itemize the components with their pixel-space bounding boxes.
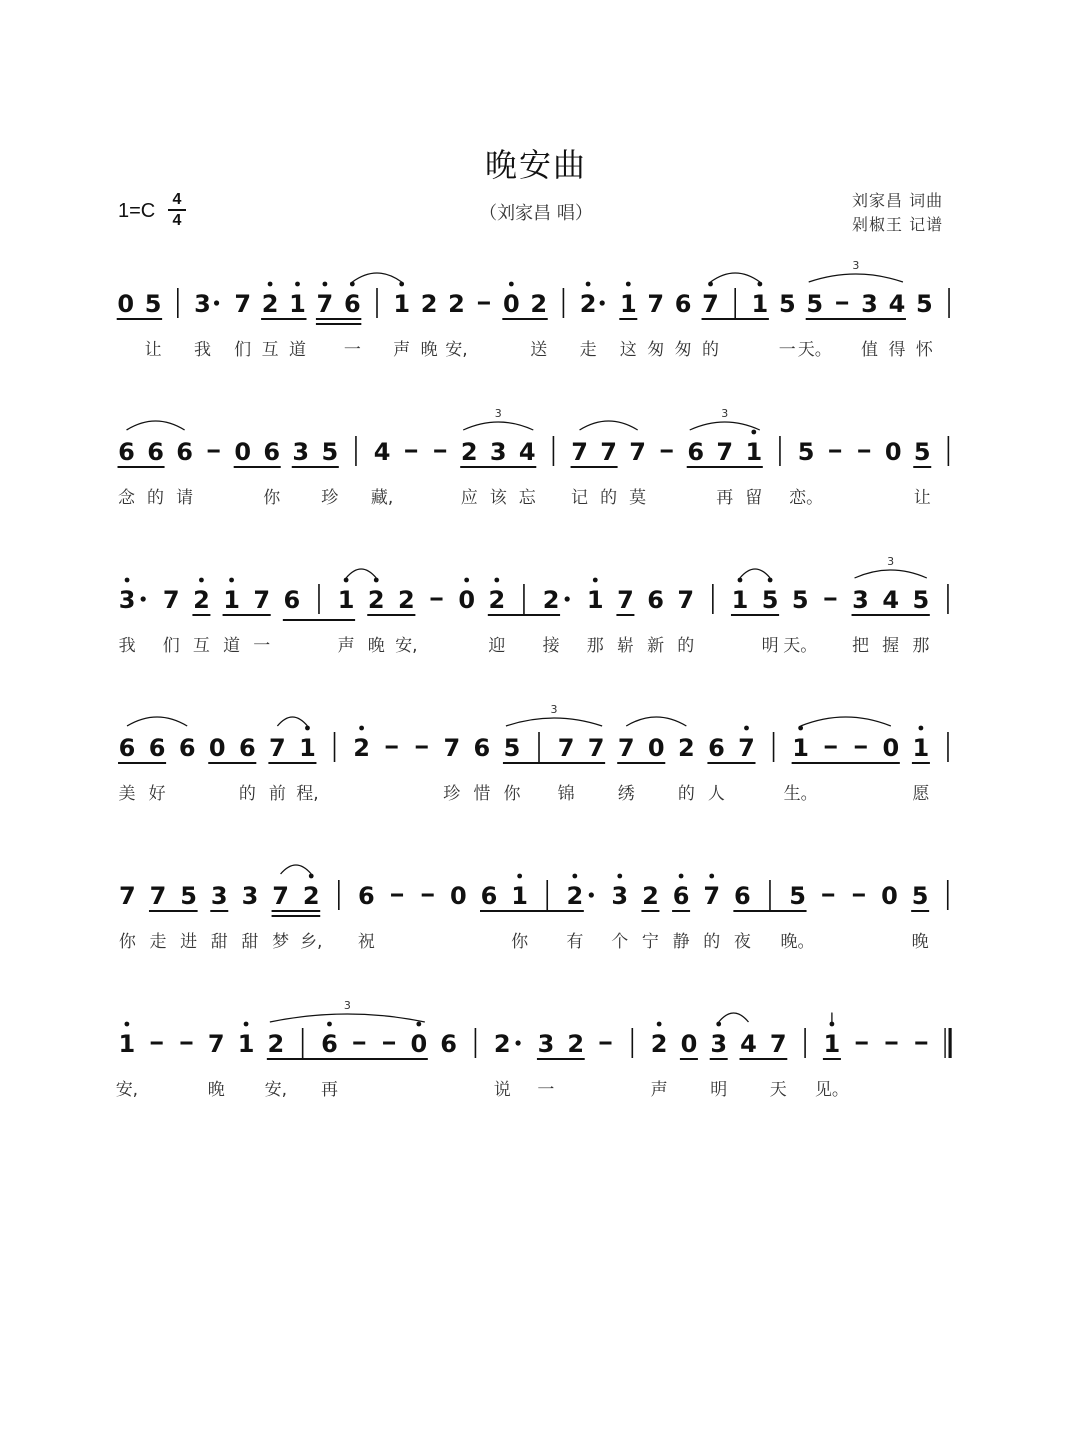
note: 6 — [263, 438, 281, 466]
note: 7 — [647, 290, 665, 318]
lyric-char: 送 — [530, 340, 548, 360]
lyric-char: 锦 — [557, 784, 575, 804]
triplet-bracket — [270, 1014, 425, 1022]
note: 2 — [567, 1030, 585, 1058]
lyric-char: 前 — [268, 784, 286, 804]
lyric-char: 请 — [176, 488, 194, 508]
lyric-char: 你 — [511, 932, 529, 952]
note: 6 — [118, 734, 136, 762]
note: 2 — [488, 586, 506, 614]
lyric-char: 进 — [180, 932, 198, 952]
lyric-char: 应 — [460, 488, 478, 508]
lyric-char: 留 — [745, 488, 763, 508]
lyric-char: 匆 — [674, 340, 692, 360]
octave-dot — [350, 282, 355, 287]
high-octave-dot — [593, 578, 598, 583]
note: 7 — [587, 734, 605, 762]
octave-dot — [199, 578, 204, 583]
lyric-char: 再 — [320, 1080, 338, 1100]
note: 0 — [884, 438, 902, 466]
octave-dot — [327, 1022, 332, 1027]
note: 5 — [806, 290, 824, 318]
lyric-char: 说 — [493, 1080, 511, 1100]
note: 1 — [823, 1030, 841, 1058]
lyric-char: 的 — [600, 488, 618, 508]
note: 5 — [778, 290, 796, 318]
triplet-number: 3 — [887, 555, 895, 568]
note: 0 — [234, 438, 252, 466]
note: 6 — [708, 734, 725, 762]
lyric-char: 把 — [852, 636, 870, 656]
note: 7 — [162, 586, 180, 614]
note: 6 — [674, 290, 692, 318]
lyric-char: 天。 — [797, 340, 832, 360]
note: 5 — [761, 586, 779, 614]
note: 0 — [458, 586, 476, 614]
lyric-char: 这 — [619, 340, 637, 360]
high-octave-dot — [244, 1022, 249, 1027]
lyric-char: 该 — [489, 488, 507, 508]
singer-credit: （刘家昌 唱） — [479, 203, 593, 224]
note: 6 — [440, 1030, 457, 1058]
lyric-char: 我 — [118, 636, 136, 656]
note: 4 — [518, 438, 536, 466]
note: 6 — [358, 882, 375, 910]
note: 5 — [912, 586, 930, 614]
note: 6 — [148, 734, 166, 762]
song-title: 晚安曲 — [484, 146, 587, 184]
octave-dot — [679, 874, 684, 879]
lyric-char: 晚。 — [780, 932, 815, 952]
note: 1 — [223, 586, 240, 614]
note: 7 — [677, 586, 695, 614]
note: 6 — [118, 438, 135, 466]
lyric-char: 藏, — [370, 488, 394, 508]
note: 0 — [882, 734, 900, 762]
lyric-char: 珍 — [443, 784, 461, 804]
high-octave-dot — [738, 578, 743, 583]
high-octave-dot — [399, 282, 404, 287]
note: 1 — [792, 734, 809, 762]
lyric-char: 新 — [647, 636, 665, 656]
note: 5 — [180, 882, 197, 910]
lyric-char: 乡, — [300, 932, 323, 952]
lyric-char: 念 — [118, 488, 136, 508]
note: 2 — [642, 882, 659, 910]
high-octave-dot — [626, 282, 631, 287]
lyric-char: 晚 — [207, 1080, 225, 1100]
note: 2 — [448, 290, 465, 318]
octave-dot — [309, 874, 314, 879]
high-octave-dot — [517, 874, 522, 879]
note: 2 — [267, 1030, 285, 1058]
note: 1 — [237, 1030, 255, 1058]
note: 1 — [289, 290, 306, 318]
lyric-char: 好 — [148, 784, 166, 804]
note: 1 — [912, 734, 930, 762]
lyric-char: 互 — [192, 636, 210, 656]
dot-extension — [565, 596, 570, 601]
lyric-char: 的 — [147, 488, 165, 508]
tie-slur — [346, 569, 376, 578]
note: 5 — [321, 438, 339, 466]
lyric-char: 你 — [118, 932, 136, 952]
octave-dot — [709, 874, 714, 879]
lyric-char: 甜 — [241, 932, 259, 952]
note: 3 — [537, 1030, 555, 1058]
octave-dot — [464, 578, 469, 583]
octave-dot — [744, 726, 749, 731]
octave-dot — [751, 430, 756, 435]
note: 0 — [680, 1030, 698, 1058]
lyric-char: 道 — [289, 340, 306, 360]
note: 5 — [913, 438, 931, 466]
note: 2 — [566, 882, 584, 910]
note: 2 — [493, 1030, 511, 1058]
note: 7 — [149, 882, 167, 910]
note: 0 — [647, 734, 665, 762]
tie-slur — [626, 717, 686, 726]
note: 5 — [144, 290, 162, 318]
note: 2 — [367, 586, 385, 614]
tie-slur — [281, 865, 312, 874]
lyric-char: 一 — [343, 340, 361, 360]
note: 4 — [373, 438, 391, 466]
lyric-char: 见。 — [814, 1080, 849, 1100]
lyric-char: 绣 — [617, 784, 635, 804]
lyric-char: 得 — [888, 340, 906, 360]
lyric-char: 生。 — [783, 784, 818, 804]
lyric-char: 晚 — [420, 340, 438, 360]
lyric-char: 莫 — [629, 488, 647, 508]
lyric-char: 忘 — [518, 488, 536, 508]
note: 5 — [911, 882, 929, 910]
octave-dot — [125, 578, 130, 583]
note: 5 — [791, 586, 809, 614]
lyric-char: 道 — [223, 636, 241, 656]
note: 6 — [687, 438, 705, 466]
lyric-char: 的 — [702, 340, 720, 360]
triplet-bracket — [506, 718, 602, 726]
lyric-char: 握 — [882, 636, 900, 656]
lyric-char: 让 — [913, 488, 931, 508]
note: 2 — [530, 290, 548, 318]
octave-dot — [359, 726, 364, 731]
tie-slur — [277, 717, 307, 726]
note: 7 — [272, 882, 289, 910]
triplet-number: 3 — [550, 703, 558, 716]
lyric-char: 我 — [193, 340, 211, 360]
lyric-char: 人 — [707, 784, 725, 804]
dot-extension — [214, 300, 219, 305]
lyric-char: 迎 — [488, 636, 506, 656]
time-signature-bottom: 4 — [172, 212, 182, 229]
key-signature: 1=C — [118, 200, 156, 222]
lyric-char: 那 — [912, 636, 930, 656]
lyric-char: 安, — [115, 1080, 139, 1100]
lyric-char: 的 — [677, 636, 695, 656]
lyric-char: 梦 — [272, 932, 290, 952]
high-octave-dot — [295, 282, 300, 287]
dot-extension — [141, 596, 146, 601]
note: 1 — [586, 586, 604, 614]
note: 3 — [292, 438, 310, 466]
note: 2 — [579, 290, 597, 318]
high-octave-dot — [124, 1022, 129, 1027]
lyric-char: 愿 — [912, 784, 930, 804]
high-octave-dot — [798, 726, 803, 731]
octave-dot — [323, 282, 328, 287]
note: 7 — [234, 290, 252, 318]
tie-slur — [801, 717, 891, 726]
note: 2 — [460, 438, 478, 466]
note: 5 — [503, 734, 521, 762]
lyric-char: 让 — [144, 340, 162, 360]
note: 2 — [542, 586, 560, 614]
lyric-char: 恋。 — [789, 488, 824, 508]
note: 6 — [672, 882, 690, 910]
note: 7 — [738, 734, 755, 762]
high-octave-dot — [344, 578, 349, 583]
note: 7 — [443, 734, 461, 762]
lyric-char: 你 — [263, 488, 281, 508]
triplet-number: 3 — [721, 407, 729, 420]
triplet-bracket — [809, 274, 903, 282]
note: 3 — [852, 586, 869, 614]
dot-extension — [589, 892, 594, 897]
note: 6 — [647, 586, 664, 614]
note: 7 — [253, 586, 271, 614]
lyric-char: 互 — [261, 340, 279, 360]
high-octave-dot — [757, 282, 762, 287]
lyric-char: 值 — [861, 340, 879, 360]
note: 0 — [450, 882, 467, 910]
note: 3 — [194, 290, 211, 318]
lyric-char: 一 — [778, 340, 796, 360]
lyric-char: 那 — [586, 636, 604, 656]
octave-dot — [509, 282, 514, 287]
lyric-char: 们 — [234, 340, 252, 360]
octave-dot — [708, 282, 713, 287]
lyric-char: 有 — [566, 932, 584, 952]
octave-dot — [494, 578, 499, 583]
lyric-char: 夜 — [733, 932, 751, 952]
composer-credit: 刘家昌 词曲 — [852, 191, 944, 210]
note: 3 — [861, 290, 878, 318]
note: 4 — [888, 290, 906, 318]
dot-extension — [515, 1040, 520, 1045]
lyric-char: 匆 — [647, 340, 665, 360]
note: 5 — [797, 438, 815, 466]
note: 2 — [420, 290, 438, 318]
note: 6 — [480, 882, 498, 910]
note: 1 — [299, 734, 316, 762]
lyric-char: 珍 — [321, 488, 339, 508]
lyric-char: 的 — [703, 932, 721, 952]
octave-dot — [716, 1022, 721, 1027]
lyric-char: 晚 — [367, 636, 385, 656]
triplet-number: 3 — [343, 999, 351, 1012]
note: 3 — [710, 1030, 728, 1058]
dot-extension — [600, 300, 605, 305]
note: 3 — [118, 586, 136, 614]
triplet-bracket — [690, 422, 760, 430]
note: 7 — [703, 882, 721, 910]
note: 1 — [118, 1030, 136, 1058]
tie-slur — [580, 421, 638, 430]
lyric-char: 走 — [579, 340, 597, 360]
lyric-char: 安, — [395, 636, 418, 656]
note: 7 — [269, 734, 286, 762]
lyric-char: 一 — [253, 636, 271, 656]
note: 4 — [740, 1030, 757, 1058]
lyric-char: 一 — [537, 1080, 555, 1100]
octave-dot — [572, 874, 577, 879]
octave-dot — [586, 282, 591, 287]
note: 6 — [343, 290, 361, 318]
lyric-char: 崭 — [616, 636, 634, 656]
lyric-char: 声 — [650, 1080, 668, 1100]
note: 3 — [611, 882, 629, 910]
note: 6 — [176, 438, 193, 466]
lyric-char: 晚 — [911, 932, 929, 952]
note: 1 — [751, 290, 769, 318]
note: 7 — [716, 438, 734, 466]
note: 6 — [147, 438, 164, 466]
lyric-char: 的 — [677, 784, 695, 804]
note: 5 — [916, 290, 933, 318]
note: 7 — [207, 1030, 225, 1058]
note: 2 — [302, 882, 320, 910]
lyric-char: 甜 — [210, 932, 228, 952]
high-octave-dot — [229, 578, 234, 583]
note: 2 — [398, 586, 415, 614]
high-octave-dot — [305, 726, 310, 731]
note: 7 — [617, 586, 634, 614]
note: 0 — [881, 882, 898, 910]
lyric-char: 惜 — [473, 784, 491, 804]
lyric-char: 的 — [238, 784, 256, 804]
note: 7 — [617, 734, 635, 762]
note: 1 — [731, 586, 749, 614]
lyric-char: 接 — [542, 636, 560, 656]
lyric-char: 个 — [611, 932, 629, 952]
note: 1 — [511, 882, 529, 910]
note: 3 — [210, 882, 228, 910]
lyric-char: 安, — [445, 340, 468, 360]
note: 7 — [316, 290, 334, 318]
note: 6 — [321, 1030, 338, 1058]
tie-slur — [740, 569, 770, 578]
note: 7 — [557, 734, 575, 762]
lyric-char: 声 — [393, 340, 411, 360]
note: 6 — [238, 734, 256, 762]
high-octave-dot — [919, 726, 924, 731]
note: 1 — [745, 438, 763, 466]
lyric-char: 怀 — [915, 340, 933, 360]
note: 1 — [337, 586, 355, 614]
note: 7 — [629, 438, 646, 466]
lyric-char: 们 — [162, 636, 180, 656]
octave-dot — [617, 874, 622, 879]
note: 4 — [882, 586, 900, 614]
note: 6 — [734, 882, 751, 910]
lyric-char: 美 — [118, 784, 136, 804]
note: 3 — [489, 438, 507, 466]
lyric-char: 声 — [337, 636, 355, 656]
lyric-char: 明 — [710, 1080, 728, 1100]
triplet-number: 3 — [494, 407, 502, 420]
octave-dot — [416, 1022, 421, 1027]
note: 0 — [502, 290, 520, 318]
octave-dot — [374, 578, 379, 583]
note: 2 — [353, 734, 370, 762]
triplet-bracket — [855, 570, 927, 578]
lyric-char: 宁 — [641, 932, 659, 952]
note: 1 — [393, 290, 411, 318]
note: 2 — [193, 586, 210, 614]
note: 6 — [283, 586, 301, 614]
note: 7 — [702, 290, 719, 318]
high-octave-dot — [830, 1022, 835, 1027]
lyric-char: 记 — [571, 488, 589, 508]
note: 0 — [410, 1030, 428, 1058]
transcriber-credit: 剁椒王 记谱 — [852, 215, 944, 234]
triplet-number: 3 — [852, 259, 860, 272]
tie-slur — [711, 273, 760, 282]
lyric-char: 祝 — [357, 932, 375, 952]
note: 6 — [473, 734, 491, 762]
octave-dot — [768, 578, 773, 583]
note: 1 — [619, 290, 637, 318]
octave-dot — [268, 282, 273, 287]
lyric-char: 你 — [503, 784, 521, 804]
lyric-char: 安, — [264, 1080, 288, 1100]
time-signature-top: 4 — [172, 191, 182, 208]
lyric-char: 天 — [769, 1080, 787, 1100]
lyric-char: 再 — [716, 488, 734, 508]
note: 2 — [261, 290, 279, 318]
note: 2 — [650, 1030, 668, 1058]
tie-slur — [352, 273, 401, 282]
note: 5 — [789, 882, 806, 910]
note: 2 — [678, 734, 695, 762]
lyric-char: 程, — [296, 784, 319, 804]
note: 7 — [600, 438, 617, 466]
note: 7 — [118, 882, 136, 910]
note: 0 — [117, 290, 135, 318]
note: 6 — [178, 734, 196, 762]
tie-slur — [127, 717, 187, 726]
note: 7 — [571, 438, 588, 466]
note: 0 — [208, 734, 226, 762]
note: 7 — [769, 1030, 787, 1058]
lyric-char: 走 — [149, 932, 167, 952]
tie-slur — [719, 1013, 749, 1022]
octave-dot — [657, 1022, 662, 1027]
lyric-char: 明 — [761, 636, 779, 656]
tie-slur — [127, 421, 185, 430]
lyric-char: 天。 — [783, 636, 818, 656]
note: 3 — [241, 882, 259, 910]
triplet-bracket — [463, 422, 533, 430]
lyric-char: 静 — [672, 932, 690, 952]
